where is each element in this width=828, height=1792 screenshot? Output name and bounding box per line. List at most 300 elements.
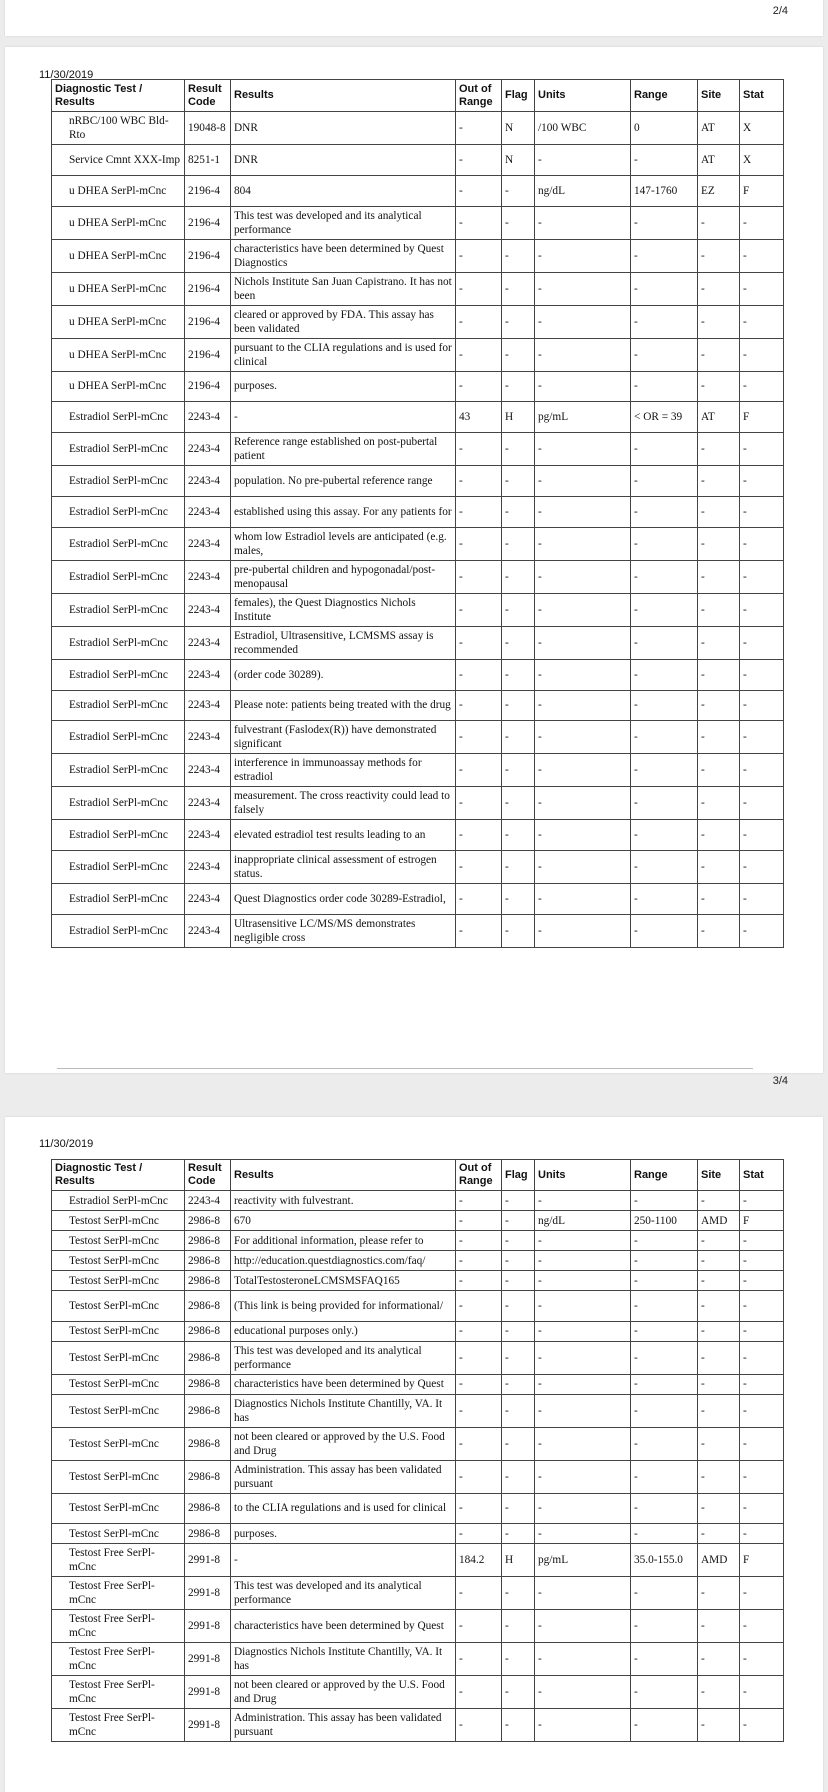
table-body-page-2 bbox=[52, 1191, 784, 1742]
cell-range: - bbox=[631, 754, 698, 787]
cell-code: 8251-1 bbox=[185, 145, 231, 176]
cell-site: - bbox=[698, 1524, 740, 1544]
cell-result: purposes. bbox=[231, 371, 456, 402]
cell-out-of-range: - bbox=[456, 820, 502, 851]
cell-out-of-range: - bbox=[456, 914, 502, 947]
cell-flag: - bbox=[502, 1251, 535, 1271]
table-row bbox=[52, 914, 784, 947]
cell-test: Testost SerPl-mCnc bbox=[52, 1251, 185, 1271]
cell-units: - bbox=[535, 820, 631, 851]
cell-result: Quest Diagnostics order code 30289-Estradiol, bbox=[231, 884, 456, 915]
cell-units: - bbox=[535, 1427, 631, 1460]
cell-range: - bbox=[631, 272, 698, 305]
col-header-stat: Stat bbox=[740, 1160, 784, 1191]
cell-code: 2991-8 bbox=[185, 1577, 231, 1610]
cell-result: - bbox=[231, 402, 456, 433]
cell-stat: - bbox=[740, 690, 784, 721]
cell-out-of-range: - bbox=[456, 1577, 502, 1610]
cell-site: - bbox=[698, 466, 740, 497]
cell-flag: - bbox=[502, 884, 535, 915]
cell-test: Testost SerPl-mCnc bbox=[52, 1460, 185, 1493]
table-row bbox=[52, 112, 784, 145]
cell-range: - bbox=[631, 1291, 698, 1322]
cell-out-of-range: - bbox=[456, 433, 502, 466]
cell-code: 2196-4 bbox=[185, 338, 231, 371]
cell-test: Testost Free SerPl-mCnc bbox=[52, 1643, 185, 1676]
cell-site: AT bbox=[698, 402, 740, 433]
cell-site: - bbox=[698, 1321, 740, 1341]
cell-result: This test was developed and its analytical performance bbox=[231, 206, 456, 239]
col-header-units: Units bbox=[535, 80, 631, 112]
cell-site: - bbox=[698, 659, 740, 690]
cell-units: - bbox=[535, 1709, 631, 1742]
col-header-results: Results bbox=[231, 80, 456, 112]
cell-range: - bbox=[631, 884, 698, 915]
cell-test: Estradiol SerPl-mCnc bbox=[52, 402, 185, 433]
cell-units: - bbox=[535, 1610, 631, 1643]
cell-code: 2986-8 bbox=[185, 1427, 231, 1460]
table-row bbox=[52, 1394, 784, 1427]
cell-result: Please note: patients being treated with the drug bbox=[231, 690, 456, 721]
cell-stat: - bbox=[740, 371, 784, 402]
cell-range: - bbox=[631, 560, 698, 593]
cell-code: 2243-4 bbox=[185, 914, 231, 947]
cell-result: not been cleared or approved by the U.S. Food and Drug bbox=[231, 1676, 456, 1709]
col-header-code: Result Code bbox=[185, 80, 231, 112]
cell-test: u DHEA SerPl-mCnc bbox=[52, 239, 185, 272]
col-header-range: Range bbox=[631, 80, 698, 112]
cell-stat: - bbox=[740, 851, 784, 884]
cell-result: pursuant to the CLIA regulations and is used for clinical bbox=[231, 338, 456, 371]
cell-out-of-range: - bbox=[456, 659, 502, 690]
table-header bbox=[52, 80, 784, 112]
cell-test: u DHEA SerPl-mCnc bbox=[52, 338, 185, 371]
cell-out-of-range: - bbox=[456, 239, 502, 272]
cell-result: - bbox=[231, 1544, 456, 1577]
page-divider bbox=[57, 1068, 753, 1069]
cell-range: - bbox=[631, 1231, 698, 1251]
cell-stat: - bbox=[740, 626, 784, 659]
cell-flag: - bbox=[502, 1321, 535, 1341]
cell-site: - bbox=[698, 1643, 740, 1676]
cell-stat: - bbox=[740, 1231, 784, 1251]
cell-flag: - bbox=[502, 175, 535, 206]
cell-units: - bbox=[535, 1231, 631, 1251]
cell-flag: - bbox=[502, 1191, 535, 1211]
cell-result: This test was developed and its analytical performance bbox=[231, 1577, 456, 1610]
cell-flag: - bbox=[502, 371, 535, 402]
cell-test: Testost SerPl-mCnc bbox=[52, 1291, 185, 1322]
cell-out-of-range: - bbox=[456, 1394, 502, 1427]
report-date-page-2: 11/30/2019 bbox=[39, 1138, 94, 1150]
cell-range: < OR = 39 bbox=[631, 402, 698, 433]
cell-flag: - bbox=[502, 1643, 535, 1676]
cell-test: Estradiol SerPl-mCnc bbox=[52, 626, 185, 659]
cell-range: 0 bbox=[631, 112, 698, 145]
table-header-page-2 bbox=[52, 1160, 784, 1191]
cell-test: Estradiol SerPl-mCnc bbox=[52, 466, 185, 497]
cell-range: - bbox=[631, 1394, 698, 1427]
cell-flag: - bbox=[502, 754, 535, 787]
table-row bbox=[52, 593, 784, 626]
cell-out-of-range: - bbox=[456, 851, 502, 884]
cell-code: 2243-4 bbox=[185, 527, 231, 560]
cell-units: - bbox=[535, 1643, 631, 1676]
cell-units: - bbox=[535, 1291, 631, 1322]
col-header-range: Range bbox=[631, 1160, 698, 1191]
cell-flag: - bbox=[502, 1427, 535, 1460]
cell-stat: - bbox=[740, 1427, 784, 1460]
cell-range: - bbox=[631, 1374, 698, 1394]
cell-out-of-range: - bbox=[456, 206, 502, 239]
cell-stat: - bbox=[740, 1341, 784, 1374]
cell-stat: - bbox=[740, 560, 784, 593]
cell-flag: H bbox=[502, 1544, 535, 1577]
cell-test: Estradiol SerPl-mCnc bbox=[52, 690, 185, 721]
cell-stat: - bbox=[740, 1643, 784, 1676]
cell-units: - bbox=[535, 884, 631, 915]
cell-units: - bbox=[535, 1460, 631, 1493]
cell-result: population. No pre-pubertal reference range bbox=[231, 466, 456, 497]
cell-range: - bbox=[631, 690, 698, 721]
cell-units: - bbox=[535, 914, 631, 947]
cell-site: - bbox=[698, 560, 740, 593]
cell-code: 19048-8 bbox=[185, 112, 231, 145]
cell-site: EZ bbox=[698, 175, 740, 206]
cell-code: 2196-4 bbox=[185, 272, 231, 305]
table-row bbox=[52, 402, 784, 433]
cell-result: Reference range established on post-pubertal patient bbox=[231, 433, 456, 466]
cell-test: u DHEA SerPl-mCnc bbox=[52, 206, 185, 239]
cell-site: - bbox=[698, 305, 740, 338]
cell-range: 250-1100 bbox=[631, 1211, 698, 1231]
table-row bbox=[52, 1709, 784, 1742]
cell-range: - bbox=[631, 787, 698, 820]
cell-out-of-range: - bbox=[456, 754, 502, 787]
cell-units: - bbox=[535, 1577, 631, 1610]
cell-units: - bbox=[535, 1251, 631, 1271]
cell-units: - bbox=[535, 690, 631, 721]
table-row bbox=[52, 626, 784, 659]
cell-result: educational purposes only.) bbox=[231, 1321, 456, 1341]
cell-result: fulvestrant (Faslodex(R)) have demonstrated significant bbox=[231, 721, 456, 754]
cell-stat: - bbox=[740, 1394, 784, 1427]
cell-flag: - bbox=[502, 1493, 535, 1524]
cell-out-of-range: - bbox=[456, 1427, 502, 1460]
cell-site: - bbox=[698, 1291, 740, 1322]
cell-range: - bbox=[631, 1321, 698, 1341]
cell-test: Estradiol SerPl-mCnc bbox=[52, 914, 185, 947]
cell-test: Estradiol SerPl-mCnc bbox=[52, 496, 185, 527]
cell-flag: - bbox=[502, 466, 535, 497]
cell-site: - bbox=[698, 851, 740, 884]
cell-test: Estradiol SerPl-mCnc bbox=[52, 820, 185, 851]
table-row bbox=[52, 371, 784, 402]
cell-site: - bbox=[698, 1191, 740, 1211]
cell-stat: X bbox=[740, 112, 784, 145]
table-row bbox=[52, 754, 784, 787]
table-row bbox=[52, 206, 784, 239]
cell-code: 2196-4 bbox=[185, 371, 231, 402]
cell-out-of-range: - bbox=[456, 1374, 502, 1394]
cell-out-of-range: - bbox=[456, 466, 502, 497]
cell-test: Testost SerPl-mCnc bbox=[52, 1427, 185, 1460]
table-row bbox=[52, 1251, 784, 1271]
cell-stat: - bbox=[740, 1191, 784, 1211]
cell-code: 2196-4 bbox=[185, 305, 231, 338]
cell-out-of-range: - bbox=[456, 1460, 502, 1493]
cell-range: - bbox=[631, 338, 698, 371]
cell-test: Estradiol SerPl-mCnc bbox=[52, 560, 185, 593]
cell-stat: - bbox=[740, 1577, 784, 1610]
table-row bbox=[52, 1643, 784, 1676]
cell-test: Estradiol SerPl-mCnc bbox=[52, 721, 185, 754]
cell-test: u DHEA SerPl-mCnc bbox=[52, 371, 185, 402]
cell-result: (This link is being provided for informational/ bbox=[231, 1291, 456, 1322]
results-table-page-2 bbox=[51, 1159, 784, 1742]
cell-out-of-range: - bbox=[456, 1676, 502, 1709]
table-row bbox=[52, 1493, 784, 1524]
cell-result: females), the Quest Diagnostics Nichols Institute bbox=[231, 593, 456, 626]
cell-range: - bbox=[631, 1709, 698, 1742]
cell-out-of-range: - bbox=[456, 593, 502, 626]
table-row bbox=[52, 496, 784, 527]
cell-test: Estradiol SerPl-mCnc bbox=[52, 593, 185, 626]
cell-site: - bbox=[698, 690, 740, 721]
cell-result: 670 bbox=[231, 1211, 456, 1231]
cell-site: - bbox=[698, 527, 740, 560]
cell-units: - bbox=[535, 851, 631, 884]
cell-result: not been cleared or approved by the U.S. Food and Drug bbox=[231, 1427, 456, 1460]
cell-units: ng/dL bbox=[535, 175, 631, 206]
page-number-middle: 3/4 bbox=[772, 1075, 788, 1087]
cell-out-of-range: - bbox=[456, 1191, 502, 1211]
cell-flag: - bbox=[502, 626, 535, 659]
cell-stat: F bbox=[740, 402, 784, 433]
cell-result: Nichols Institute San Juan Capistrano. It has not been bbox=[231, 272, 456, 305]
cell-stat: - bbox=[740, 496, 784, 527]
cell-out-of-range: - bbox=[456, 175, 502, 206]
cell-stat: - bbox=[740, 721, 784, 754]
cell-range: - bbox=[631, 721, 698, 754]
cell-code: 2196-4 bbox=[185, 175, 231, 206]
cell-flag: - bbox=[502, 1341, 535, 1374]
table-row bbox=[52, 1676, 784, 1709]
cell-units: - bbox=[535, 1191, 631, 1211]
cell-code: 2243-4 bbox=[185, 560, 231, 593]
cell-stat: - bbox=[740, 659, 784, 690]
cell-flag: - bbox=[502, 433, 535, 466]
cell-units: ng/dL bbox=[535, 1211, 631, 1231]
cell-flag: H bbox=[502, 402, 535, 433]
cell-out-of-range: - bbox=[456, 626, 502, 659]
cell-units: - bbox=[535, 1493, 631, 1524]
cell-range: - bbox=[631, 659, 698, 690]
cell-out-of-range: - bbox=[456, 112, 502, 145]
cell-units: pg/mL bbox=[535, 1544, 631, 1577]
cell-range: - bbox=[631, 496, 698, 527]
cell-stat: - bbox=[740, 433, 784, 466]
table-row bbox=[52, 466, 784, 497]
cell-flag: - bbox=[502, 851, 535, 884]
cell-flag: - bbox=[502, 1709, 535, 1742]
cell-code: 2243-4 bbox=[185, 402, 231, 433]
cell-range: - bbox=[631, 527, 698, 560]
cell-range: - bbox=[631, 1271, 698, 1291]
cell-flag: - bbox=[502, 1374, 535, 1394]
cell-out-of-range: - bbox=[456, 721, 502, 754]
col-header-flag: Flag bbox=[502, 80, 535, 112]
cell-code: 2986-8 bbox=[185, 1321, 231, 1341]
cell-code: 2243-4 bbox=[185, 593, 231, 626]
cell-code: 2986-8 bbox=[185, 1394, 231, 1427]
cell-out-of-range: - bbox=[456, 1341, 502, 1374]
cell-stat: - bbox=[740, 1610, 784, 1643]
cell-out-of-range: - bbox=[456, 1251, 502, 1271]
cell-out-of-range: 184.2 bbox=[456, 1544, 502, 1577]
table-row bbox=[52, 560, 784, 593]
cell-test: Testost SerPl-mCnc bbox=[52, 1493, 185, 1524]
cell-result: purposes. bbox=[231, 1524, 456, 1544]
col-header-code: Result Code bbox=[185, 1160, 231, 1191]
cell-site: - bbox=[698, 1427, 740, 1460]
cell-flag: - bbox=[502, 1676, 535, 1709]
table-row bbox=[52, 1610, 784, 1643]
cell-units: - bbox=[535, 272, 631, 305]
cell-code: 2986-8 bbox=[185, 1271, 231, 1291]
table-row bbox=[52, 721, 784, 754]
table-row bbox=[52, 1321, 784, 1341]
cell-units: - bbox=[535, 659, 631, 690]
table-row bbox=[52, 1460, 784, 1493]
cell-range: - bbox=[631, 1341, 698, 1374]
cell-flag: - bbox=[502, 1460, 535, 1493]
cell-result: Administration. This assay has been validated pursuant bbox=[231, 1460, 456, 1493]
table-row bbox=[52, 851, 784, 884]
cell-flag: N bbox=[502, 145, 535, 176]
table-row bbox=[52, 1191, 784, 1211]
cell-test: Estradiol SerPl-mCnc bbox=[52, 884, 185, 915]
cell-out-of-range: - bbox=[456, 1524, 502, 1544]
cell-flag: N bbox=[502, 112, 535, 145]
table-row bbox=[52, 1231, 784, 1251]
cell-result: 804 bbox=[231, 175, 456, 206]
cell-result: Diagnostics Nichols Institute Chantilly, VA. It has bbox=[231, 1394, 456, 1427]
cell-flag: - bbox=[502, 496, 535, 527]
cell-out-of-range: - bbox=[456, 1291, 502, 1322]
cell-site: - bbox=[698, 1676, 740, 1709]
cell-site: - bbox=[698, 1271, 740, 1291]
cell-site: - bbox=[698, 1460, 740, 1493]
table-row bbox=[52, 1577, 784, 1610]
cell-out-of-range: - bbox=[456, 787, 502, 820]
cell-stat: X bbox=[740, 145, 784, 176]
cell-range: - bbox=[631, 145, 698, 176]
cell-stat: - bbox=[740, 338, 784, 371]
cell-range: - bbox=[631, 371, 698, 402]
cell-flag: - bbox=[502, 305, 535, 338]
cell-code: 2243-4 bbox=[185, 1191, 231, 1211]
cell-site: - bbox=[698, 371, 740, 402]
col-header-test: Diagnostic Test / Results bbox=[52, 1160, 185, 1191]
cell-range: - bbox=[631, 1460, 698, 1493]
cell-test: Testost SerPl-mCnc bbox=[52, 1231, 185, 1251]
cell-flag: - bbox=[502, 1211, 535, 1231]
col-header-out-of-range: Out of Range bbox=[456, 80, 502, 112]
cell-units: - bbox=[535, 433, 631, 466]
cell-flag: - bbox=[502, 1577, 535, 1610]
cell-code: 2243-4 bbox=[185, 690, 231, 721]
cell-units: - bbox=[535, 754, 631, 787]
col-header-out-of-range: Out of Range bbox=[456, 1160, 502, 1191]
cell-units: - bbox=[535, 145, 631, 176]
cell-site: AMD bbox=[698, 1211, 740, 1231]
cell-result: cleared or approved by FDA. This assay has been validated bbox=[231, 305, 456, 338]
cell-result: elevated estradiol test results leading to an bbox=[231, 820, 456, 851]
cell-range: - bbox=[631, 851, 698, 884]
cell-stat: - bbox=[740, 272, 784, 305]
cell-site: - bbox=[698, 1231, 740, 1251]
table-row bbox=[52, 1211, 784, 1231]
cell-code: 2243-4 bbox=[185, 721, 231, 754]
cell-flag: - bbox=[502, 721, 535, 754]
cell-site: - bbox=[698, 1493, 740, 1524]
cell-out-of-range: - bbox=[456, 560, 502, 593]
cell-test: Testost Free SerPl-mCnc bbox=[52, 1610, 185, 1643]
cell-code: 2986-8 bbox=[185, 1374, 231, 1394]
cell-units: - bbox=[535, 560, 631, 593]
cell-out-of-range: - bbox=[456, 1271, 502, 1291]
cell-units: - bbox=[535, 1524, 631, 1544]
cell-range: - bbox=[631, 1524, 698, 1544]
cell-result: Ultrasensitive LC/MS/MS demonstrates negligible cross bbox=[231, 914, 456, 947]
table-row bbox=[52, 527, 784, 560]
cell-site: - bbox=[698, 721, 740, 754]
cell-flag: - bbox=[502, 1291, 535, 1322]
cell-code: 2991-8 bbox=[185, 1544, 231, 1577]
cell-result: characteristics have been determined by Quest bbox=[231, 1610, 456, 1643]
page-number-top: 2/4 bbox=[772, 5, 788, 17]
cell-flag: - bbox=[502, 787, 535, 820]
cell-units: - bbox=[535, 206, 631, 239]
cell-site: AT bbox=[698, 112, 740, 145]
cell-units: - bbox=[535, 1394, 631, 1427]
cell-flag: - bbox=[502, 206, 535, 239]
cell-code: 2243-4 bbox=[185, 626, 231, 659]
cell-test: Testost SerPl-mCnc bbox=[52, 1524, 185, 1544]
cell-code: 2243-4 bbox=[185, 659, 231, 690]
cell-test: Estradiol SerPl-mCnc bbox=[52, 1191, 185, 1211]
cell-units: - bbox=[535, 1676, 631, 1709]
cell-code: 2243-4 bbox=[185, 433, 231, 466]
cell-site: - bbox=[698, 593, 740, 626]
cell-range: - bbox=[631, 305, 698, 338]
col-header-site: Site bbox=[698, 80, 740, 112]
cell-flag: - bbox=[502, 272, 535, 305]
cell-stat: - bbox=[740, 1709, 784, 1742]
cell-range: - bbox=[631, 206, 698, 239]
cell-code: 2986-8 bbox=[185, 1341, 231, 1374]
cell-test: Testost Free SerPl-mCnc bbox=[52, 1709, 185, 1742]
cell-range: - bbox=[631, 1191, 698, 1211]
table-row bbox=[52, 175, 784, 206]
cell-site: - bbox=[698, 496, 740, 527]
cell-stat: - bbox=[740, 1321, 784, 1341]
cell-out-of-range: - bbox=[456, 1231, 502, 1251]
cell-result: DNR bbox=[231, 112, 456, 145]
table-row bbox=[52, 1271, 784, 1291]
cell-site: - bbox=[698, 626, 740, 659]
